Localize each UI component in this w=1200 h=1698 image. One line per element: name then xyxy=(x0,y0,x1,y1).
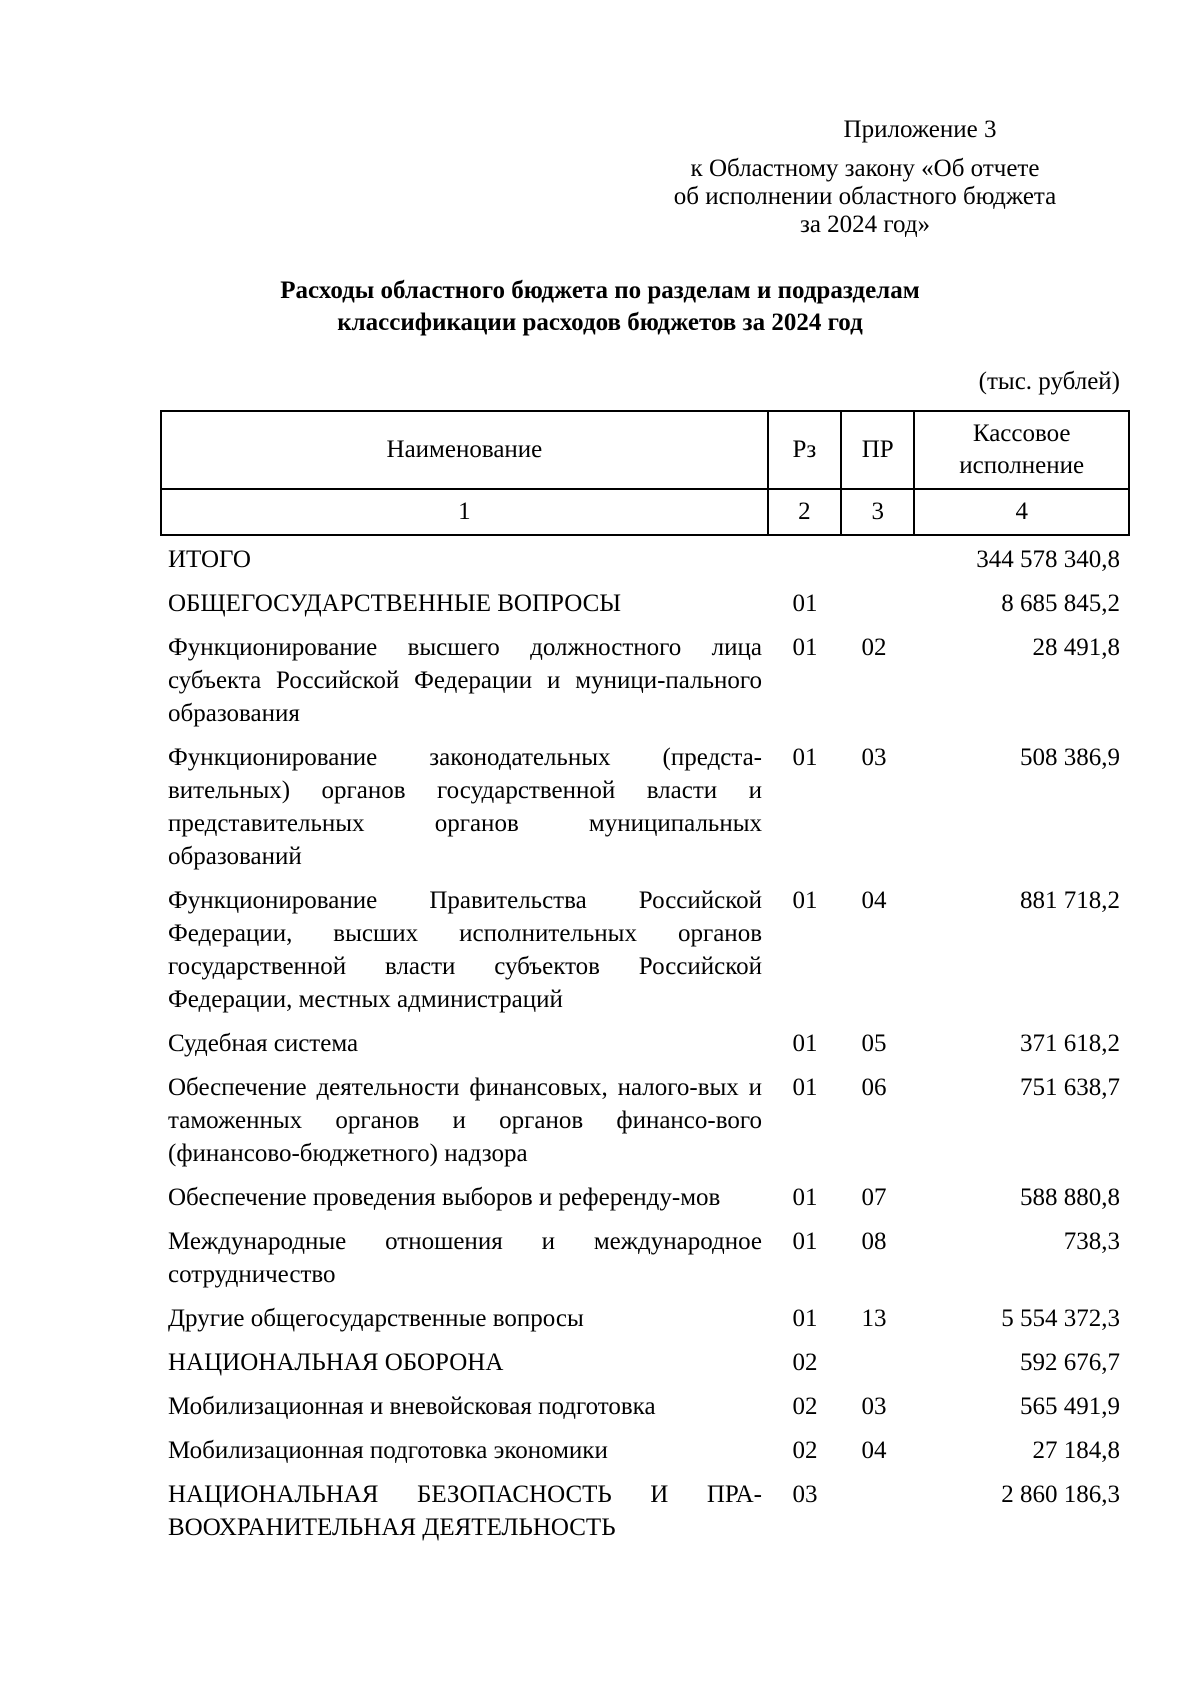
row-name: Международные отношения и международное сотрудничество xyxy=(168,1228,762,1288)
row-name: Функционирование Правительства Российской Федерации, высших исполнительных органов государственной власти субъектов Российской Федерации, местных администраций xyxy=(168,887,762,1013)
units-note: (тыс. рублей) xyxy=(978,368,1120,395)
table-row xyxy=(168,543,1120,576)
row-pr: 07 xyxy=(861,1184,887,1211)
row-name: Судебная система xyxy=(168,1030,359,1057)
row-amount: 592 676,7 xyxy=(1020,1349,1120,1376)
row-rz: 02 xyxy=(792,1437,818,1464)
row-amount: 2 860 186,3 xyxy=(1001,1481,1120,1508)
title-line: Расходы областного бюджета по разделам и подразделам xyxy=(280,277,920,304)
row-rz: 01 xyxy=(792,887,818,914)
table-row xyxy=(168,1225,1120,1291)
row-pr xyxy=(838,1478,910,1544)
column-header-amount xyxy=(914,411,1129,489)
row-name: Функционирование высшего должностного лица субъекта Российской Федерации и муници-пального образования xyxy=(168,634,762,727)
row-pr: 04 xyxy=(861,1437,887,1464)
column-number: 3 xyxy=(841,489,914,535)
row-amount: 28 491,8 xyxy=(1032,634,1120,661)
row-pr xyxy=(838,543,910,576)
column-number: 1 xyxy=(161,489,768,535)
table-row xyxy=(168,1478,1120,1544)
row-pr: 08 xyxy=(861,1228,887,1255)
table-row xyxy=(168,884,1120,1016)
table-row xyxy=(168,1434,1120,1467)
row-name: Мобилизационная подготовка экономики xyxy=(168,1437,608,1464)
row-pr xyxy=(838,1346,910,1379)
row-pr: 03 xyxy=(861,1393,887,1420)
row-name: ИТОГО xyxy=(168,546,251,573)
row-pr: 02 xyxy=(861,634,887,661)
row-name: Функционирование законодательных (предста-вительных) органов государственной власти и представительных органов муниципальных образований xyxy=(168,744,762,870)
row-rz: 01 xyxy=(792,1228,818,1255)
appendix-line: за 2024 год» xyxy=(799,211,931,238)
row-amount: 881 718,2 xyxy=(1020,887,1120,914)
row-name: Обеспечение деятельности финансовых, налого-вых и таможенных органов и органов финансо-вого (финансово-бюджетного) надзора xyxy=(168,1074,762,1167)
table-row xyxy=(168,587,1120,620)
row-rz: 01 xyxy=(792,1305,818,1332)
appendix-reference xyxy=(620,155,1110,239)
column-number: 4 xyxy=(914,489,1129,535)
row-name: Обеспечение проведения выборов и референду-мов xyxy=(168,1184,721,1211)
column-header-pr: ПР xyxy=(841,411,914,489)
row-rz: 02 xyxy=(792,1393,818,1420)
row-rz: 01 xyxy=(792,1030,818,1057)
table-row xyxy=(168,1390,1120,1423)
row-pr: 05 xyxy=(861,1030,887,1057)
table-row xyxy=(168,631,1120,730)
column-header-name: Наименование xyxy=(161,411,768,489)
row-amount: 27 184,8 xyxy=(1032,1437,1120,1464)
row-rz: 01 xyxy=(792,590,818,617)
row-rz: 01 xyxy=(792,634,818,661)
row-amount: 738,3 xyxy=(1063,1228,1120,1255)
row-rz: 03 xyxy=(792,1481,818,1508)
row-amount: 751 638,7 xyxy=(1020,1074,1120,1101)
row-name: Другие общегосударственные вопросы xyxy=(168,1305,584,1332)
row-pr: 03 xyxy=(861,744,887,771)
table-row xyxy=(168,1346,1120,1379)
row-name: ОБЩЕГОСУДАРСТВЕННЫЕ ВОПРОСЫ xyxy=(168,590,622,617)
row-amount: 8 685 845,2 xyxy=(1001,590,1120,617)
row-rz xyxy=(772,543,838,576)
row-amount: 565 491,9 xyxy=(1020,1393,1120,1420)
row-amount: 588 880,8 xyxy=(1020,1184,1120,1211)
row-amount: 371 618,2 xyxy=(1020,1030,1120,1057)
row-amount: 508 386,9 xyxy=(1020,744,1120,771)
column-header-amount-line: исполнение xyxy=(959,452,1085,479)
table-row xyxy=(168,741,1120,873)
row-name: НАЦИОНАЛЬНАЯ ОБОРОНА xyxy=(168,1349,504,1376)
table-row xyxy=(168,1181,1120,1214)
row-pr: 04 xyxy=(861,887,887,914)
row-rz: 01 xyxy=(792,1184,818,1211)
table-row xyxy=(168,1027,1120,1060)
row-rz: 01 xyxy=(792,1074,818,1101)
column-header-rz: Рз xyxy=(768,411,841,489)
row-pr xyxy=(838,587,910,620)
row-amount: 344 578 340,8 xyxy=(976,546,1120,573)
column-header-amount-line: Кассовое xyxy=(972,420,1071,447)
row-name: Мобилизационная и вневойсковая подготовка xyxy=(168,1393,656,1420)
appendix-line: об исполнении областного бюджета xyxy=(673,183,1057,210)
row-amount: 5 554 372,3 xyxy=(1001,1305,1120,1332)
appendix-label: Приложение 3 xyxy=(843,116,997,143)
row-rz: 01 xyxy=(792,744,818,771)
row-pr: 06 xyxy=(861,1074,887,1101)
document-title xyxy=(200,275,1000,339)
column-number: 2 xyxy=(768,489,841,535)
row-name: НАЦИОНАЛЬНАЯ БЕЗОПАСНОСТЬ И ПРА-ВООХРАНИТЕЛЬНАЯ ДЕЯТЕЛЬНОСТЬ xyxy=(168,1481,762,1541)
title-line: классификации расходов бюджетов за 2024 год xyxy=(337,309,863,336)
table-row xyxy=(168,1302,1120,1335)
table-body xyxy=(168,543,1120,1555)
row-rz: 02 xyxy=(792,1349,818,1376)
row-pr: 13 xyxy=(861,1305,887,1332)
table-header xyxy=(160,410,1130,536)
table-row xyxy=(168,1071,1120,1170)
appendix-line: к Областному закону «Об отчете xyxy=(690,155,1040,182)
